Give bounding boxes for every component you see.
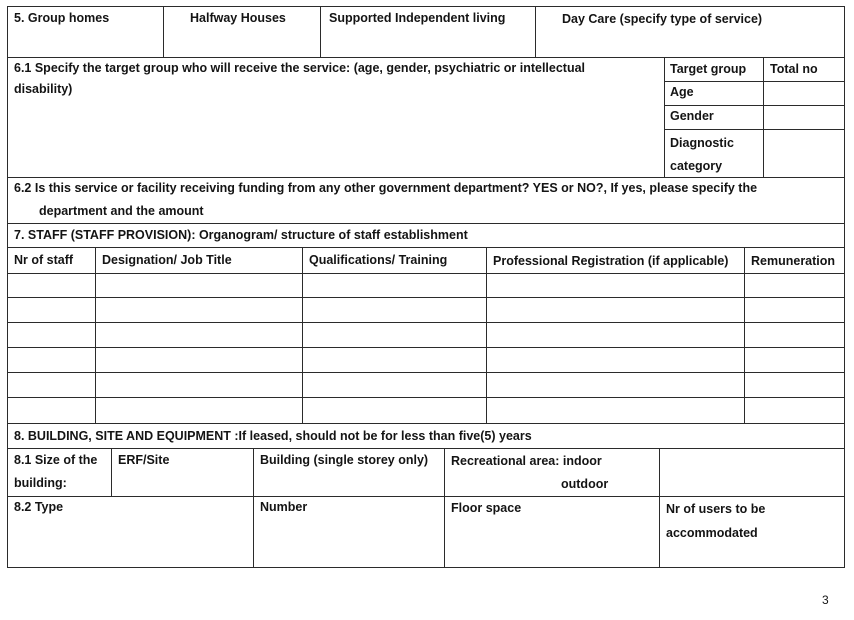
staff-cell-registration[interactable] <box>486 273 745 298</box>
staff-cell-qualifications[interactable] <box>302 397 487 424</box>
staff-cell-designation[interactable] <box>95 322 303 348</box>
supported-living-label: Supported Independent living <box>329 11 506 25</box>
staff-cell-designation[interactable] <box>95 273 303 298</box>
erf-site-cell[interactable] <box>111 448 254 497</box>
header-nr-of-staff: Nr of staff <box>14 253 74 267</box>
age-cell <box>664 81 764 106</box>
building-storey-label: Building (single storey only) <box>260 453 429 467</box>
cell-group-homes <box>7 6 164 58</box>
staff-header-nr <box>7 247 96 274</box>
staff-cell-nr-of-staff[interactable] <box>7 322 96 348</box>
target-group-header: Target group <box>670 62 747 76</box>
number-label: Number <box>260 500 308 514</box>
floor-space-label: Floor space <box>451 501 522 515</box>
target-group-question-line1: 6.1 Specify the target group who will receive the service: (age, gender, psychiatric or intellectual <box>14 61 586 75</box>
cell-halfway-houses <box>163 6 321 58</box>
staff-cell-qualifications[interactable] <box>302 372 487 398</box>
number-cell[interactable] <box>253 496 445 568</box>
staff-cell-designation[interactable] <box>95 297 303 323</box>
users-accommodated-line2: accommodated <box>666 526 758 540</box>
size-of-building-line1: 8.1 Size of the <box>14 453 98 467</box>
staff-header-remuneration <box>744 247 845 274</box>
staff-cell-nr-of-staff[interactable] <box>7 397 96 424</box>
users-accommodated-cell[interactable] <box>659 496 845 568</box>
staff-cell-remuneration[interactable] <box>744 297 845 323</box>
diagnostic-cell <box>664 129 764 178</box>
funding-question-line2: department and the amount <box>39 204 204 218</box>
gender-cell <box>664 105 764 130</box>
staff-cell-remuneration[interactable] <box>744 347 845 373</box>
staff-cell-nr-of-staff[interactable] <box>7 372 96 398</box>
staff-cell-registration[interactable] <box>486 347 745 373</box>
staff-cell-nr-of-staff[interactable] <box>7 347 96 373</box>
header-qualifications: Qualifications/ Training <box>309 253 448 267</box>
size-of-building-line2: building: <box>14 476 67 490</box>
staff-cell-designation[interactable] <box>95 372 303 398</box>
staff-title: 7. STAFF (STAFF PROVISION): Organogram/ structure of staff establishment <box>14 228 468 242</box>
header-remuneration: Remuneration <box>751 254 836 268</box>
group-homes-label: 5. Group homes <box>14 11 110 25</box>
erf-site-label: ERF/Site <box>118 453 170 467</box>
funding-question-line1: 6.2 Is this service or facility receiving funding from any other government department? YES or NO?, If yes, please specify the <box>14 181 758 195</box>
header-registration: Professional Registration (if applicable) <box>493 254 729 268</box>
staff-title-cell <box>7 223 845 248</box>
diagnostic-label-line1: Diagnostic <box>670 136 734 150</box>
header-designation: Designation/ Job Title <box>102 253 232 267</box>
diagnostic-total-input[interactable] <box>763 129 845 178</box>
recreational-outdoor-label: outdoor <box>561 477 609 491</box>
type-label: 8.2 Type <box>14 500 64 514</box>
staff-cell-registration[interactable] <box>486 297 745 323</box>
staff-header-qualifications <box>302 247 487 274</box>
age-total-input[interactable] <box>763 81 845 106</box>
staff-cell-remuneration[interactable] <box>744 372 845 398</box>
staff-cell-nr-of-staff[interactable] <box>7 297 96 323</box>
building-title-cell <box>7 423 845 449</box>
total-no-header: Total no <box>770 62 818 76</box>
staff-cell-remuneration[interactable] <box>744 273 845 298</box>
funding-question-cell <box>7 177 845 224</box>
age-label: Age <box>670 85 694 99</box>
staff-cell-registration[interactable] <box>486 322 745 348</box>
size-of-building-cell <box>7 448 112 497</box>
target-group-header-cell <box>664 57 764 82</box>
staff-cell-remuneration[interactable] <box>744 322 845 348</box>
staff-cell-qualifications[interactable] <box>302 322 487 348</box>
total-no-header-cell <box>763 57 845 82</box>
page-number: 3 <box>822 593 829 607</box>
type-cell[interactable] <box>7 496 254 568</box>
target-group-question-line2: disability) <box>14 82 73 96</box>
staff-header-designation <box>95 247 303 274</box>
staff-cell-qualifications[interactable] <box>302 297 487 323</box>
users-accommodated-line1: Nr of users to be <box>666 502 766 516</box>
gender-label: Gender <box>670 109 714 123</box>
staff-cell-remuneration[interactable] <box>744 397 845 424</box>
cell-supported-living <box>320 6 536 58</box>
building-storey-cell[interactable] <box>253 448 445 497</box>
staff-cell-designation[interactable] <box>95 397 303 424</box>
day-care-label: Day Care (specify type of service) <box>562 12 763 26</box>
staff-cell-qualifications[interactable] <box>302 273 487 298</box>
staff-cell-nr-of-staff[interactable] <box>7 273 96 298</box>
cell-day-care <box>535 6 845 58</box>
staff-cell-registration[interactable] <box>486 372 745 398</box>
building-title: 8. BUILDING, SITE AND EQUIPMENT :If leased, should not be for less than five(5) years <box>14 429 532 443</box>
recreational-area-input[interactable] <box>659 448 845 497</box>
staff-cell-registration[interactable] <box>486 397 745 424</box>
gender-total-input[interactable] <box>763 105 845 130</box>
floor-space-cell[interactable] <box>444 496 660 568</box>
diagnostic-label-line2: category <box>670 159 723 173</box>
target-group-question-cell <box>7 57 665 178</box>
recreational-indoor-label: Recreational area: indoor <box>451 454 602 468</box>
staff-cell-qualifications[interactable] <box>302 347 487 373</box>
halfway-houses-label: Halfway Houses <box>190 11 286 25</box>
staff-cell-designation[interactable] <box>95 347 303 373</box>
recreational-area-cell <box>444 448 660 497</box>
staff-header-registration <box>486 247 745 274</box>
